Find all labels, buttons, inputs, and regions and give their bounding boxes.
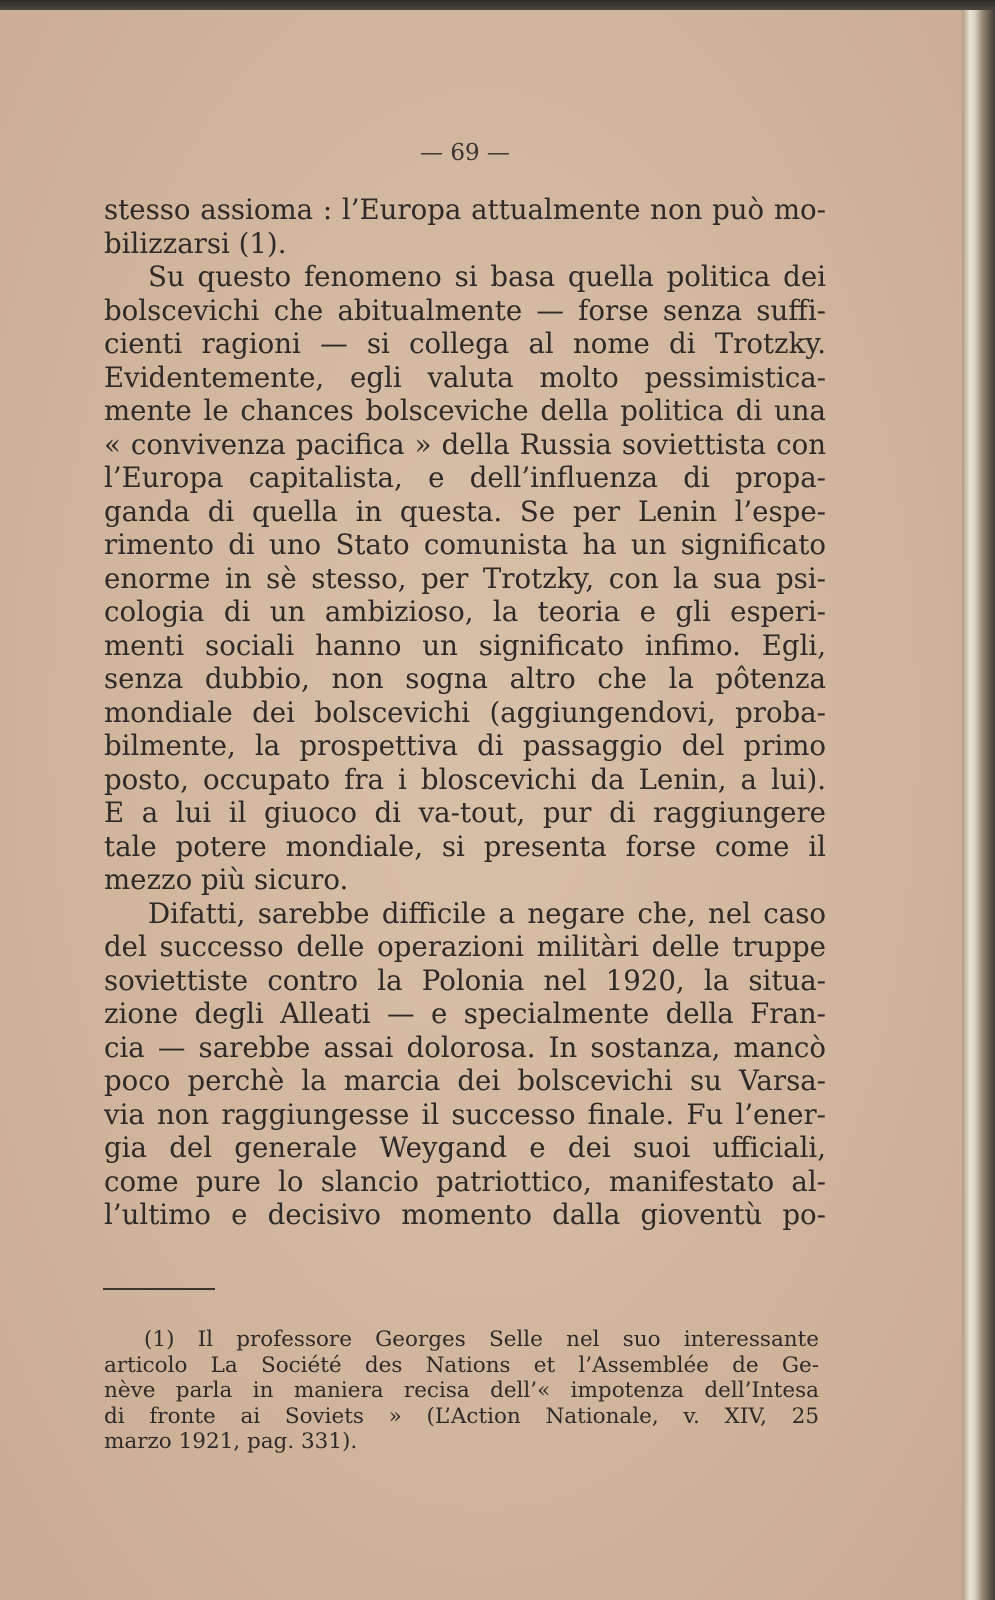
text-line: bilmente, la prospettiva di passaggio del primo <box>104 729 826 762</box>
text-line: ganda di quella in questa. Se per Lenin l’espe- <box>104 494 826 528</box>
text-line: Difatti, sarebbe difficile a negare che, nel caso <box>148 896 826 930</box>
text-line: senza dubbio, non sogna altro che la pôtenza <box>104 662 826 695</box>
text-line: Evidentemente, egli valuta molto pessimistica- <box>104 360 826 394</box>
text-line: soviettiste contro la Polonia nel 1920, la situa- <box>104 963 826 997</box>
text-line: Su questo fenomeno si basa quella politica dei <box>148 260 826 293</box>
text-line: gia del generale Weygand e dei suoi ufficiali, <box>104 1131 826 1164</box>
text-line: posto, occupato fra i bloscevichi da Lenin, a lui). <box>104 762 826 796</box>
text-line: stesso assioma : l’Europa attualmente non può mo- <box>104 193 826 226</box>
text-line-italic-chances: mente le chances bolsceviche della politica di una <box>104 394 826 427</box>
footnote-line: di fronte ai Soviets » (L’Action Nationale, v. XIV, 25 <box>104 1403 819 1429</box>
text-line: zione degli Alleati — e specialmente della Fran- <box>104 997 826 1030</box>
text-line: come pure lo slancio patriottico, manifestato al- <box>104 1164 826 1198</box>
text-line: via non raggiungesse il successo finale. Fu l’ener- <box>104 1097 826 1131</box>
text-line: bilizzarsi (1). <box>104 226 287 260</box>
footnote-line: articolo La Société des Nations et l’Assemblée de Ge- <box>104 1352 819 1378</box>
text-line: cologia di un ambizioso, la teoria e gli esperi- <box>104 595 826 628</box>
text-line: E a lui il giuoco di va-tout, pur di raggiungere <box>104 796 826 829</box>
text-line: bolscevichi che abitualmente — forse senza suffi- <box>104 293 826 327</box>
text-line: l’Europa capitalista, e dell’influenza di propa- <box>104 461 826 494</box>
footnote-line: nève parla in maniera recisa dell’« impotenza dell’Intesa <box>104 1378 819 1403</box>
footnote-separator <box>103 1288 215 1290</box>
text-line: tale potere mondiale, si presenta forse come il <box>104 829 826 863</box>
main-text <box>104 193 826 1232</box>
text-line: menti sociali hanno un significato infimo. Egli, <box>104 628 826 662</box>
footnote <box>104 1327 819 1455</box>
text-line: poco perchè la marcia dei bolscevichi su Varsa- <box>104 1064 826 1097</box>
text-line: cia — sarebbe assai dolorosa. In sostanza, mancò <box>104 1030 826 1064</box>
page-number: — 69 — <box>420 140 510 166</box>
text-line: mezzo più sicuro. <box>104 863 349 896</box>
text-line: mondiale dei bolscevichi (aggiungendovi, proba- <box>104 695 826 729</box>
footnote-line: (1) Il professore Georges Selle nel suo interessante <box>144 1327 819 1352</box>
text-line: del successo delle operazioni militàri delle truppe <box>104 930 826 963</box>
text-line: l’ultimo e decisivo momento dalla gioventù po- <box>104 1198 826 1231</box>
text-line: « convivenza pacifica » della Russia soviettista con <box>104 427 826 461</box>
book-spine-edge <box>962 10 995 1600</box>
text-line: rimento di uno Stato comunista ha un significato <box>104 528 826 561</box>
footnote-line: marzo 1921, pag. 331). <box>104 1429 358 1454</box>
text-line: cienti ragioni — si collega al nome di Trotzky. <box>104 327 826 360</box>
text-line: enorme in sè stesso, per Trotzky, con la sua psi- <box>104 561 826 595</box>
